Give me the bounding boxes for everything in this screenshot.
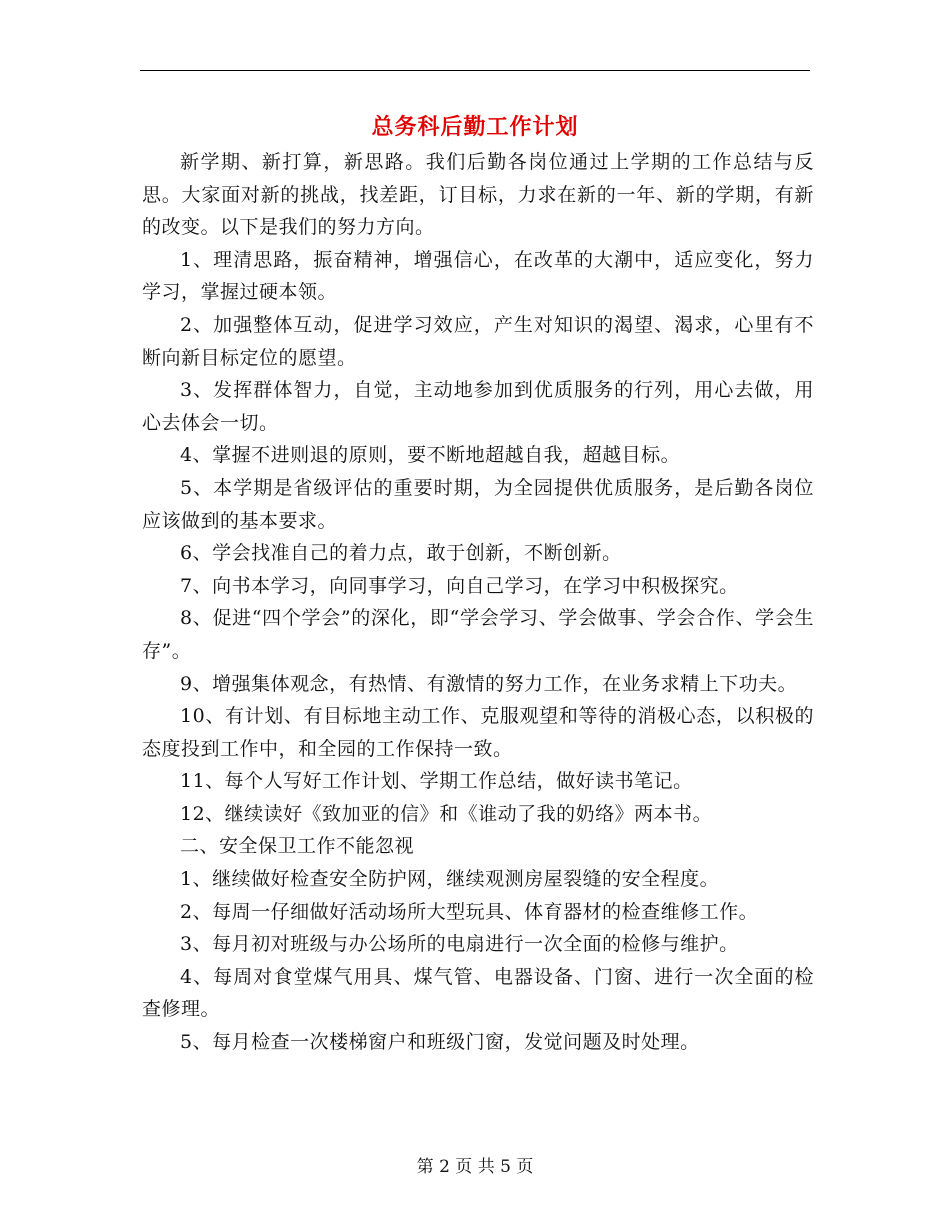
plan-item-7: 7、向书本学习，向同事学习，向自己学习，在学习中积极探究。 <box>180 574 739 597</box>
plan-item-9: 9、增强集体观念，有热情、有激情的努力工作，在业务求精上下功夫。 <box>180 672 798 695</box>
page-number: 第 2 页 共 5 页 <box>416 1157 534 1177</box>
plan-item-12: 12、继续读好《致加亚的信》和《谁动了我的奶络》两本书。 <box>180 802 713 825</box>
document-title: 总务科后勤工作计划 <box>371 114 579 140</box>
section-heading-security: 二、安全保卫工作不能忽视 <box>180 835 415 858</box>
plan-item-1: 1、理清思路，振奋精神，增强信心，在改革的大潮中，适应变化，努力学习，掌握过硬本领。 <box>142 248 814 304</box>
security-item-3: 3、每月初对班级与办公场所的电扇进行一次全面的检修与维护。 <box>180 933 739 956</box>
plan-item-11: 11、每个人写好工作计划、学期工作总结，做好读书笔记。 <box>180 770 693 793</box>
plan-item-6: 6、学会找准自己的着力点，敢于创新，不断创新。 <box>180 542 622 565</box>
plan-item-4: 4、掌握不进则退的原则，要不断地超越自我，超越目标。 <box>180 444 681 467</box>
header-rule <box>140 70 810 71</box>
security-item-1: 1、继续做好检查安全防护网，继续观测房屋裂缝的安全程度。 <box>180 868 720 891</box>
intro-paragraph: 新学期、新打算，新思路。我们后勤各岗位通过上学期的工作总结与反思。大家面对新的挑战，找差距，订目标，力求在新的一年、新的学期，有新的改变。以下是我们的努力方向。 <box>142 151 814 239</box>
document-body <box>142 146 814 1059</box>
security-item-4: 4、每周对食堂煤气用具、煤气管、电器设备、门窗、进行一次全面的检查修理。 <box>142 965 814 1021</box>
security-item-5: 5、每月检查一次楼梯窗户和班级门窗，发觉问题及时处理。 <box>180 1031 700 1054</box>
plan-item-10: 10、有计划、有目标地主动工作、克服观望和等待的消极心态，以积极的态度投到工作中，和全园的工作保持一致。 <box>142 705 814 760</box>
plan-item-8: 8、促进“四个学会”的深化，即“学会学习、学会做事、学会合作、学会生存”。 <box>142 607 814 662</box>
security-item-2: 2、每周一仔细做好活动场所大型玩具、体育器材的检查维修工作。 <box>180 900 759 923</box>
plan-item-2: 2、加强整体互动，促进学习效应，产生对知识的渴望、渴求，心里有不断向新目标定位的愿望。 <box>142 313 814 369</box>
plan-item-5: 5、本学期是省级评估的重要时期，为全园提供优质服务，是后勤各岗位应该做到的基本要求。 <box>142 476 814 532</box>
plan-item-3: 3、发挥群体智力，自觉，主动地参加到优质服务的行列，用心去做，用心去体会一切。 <box>142 379 814 434</box>
